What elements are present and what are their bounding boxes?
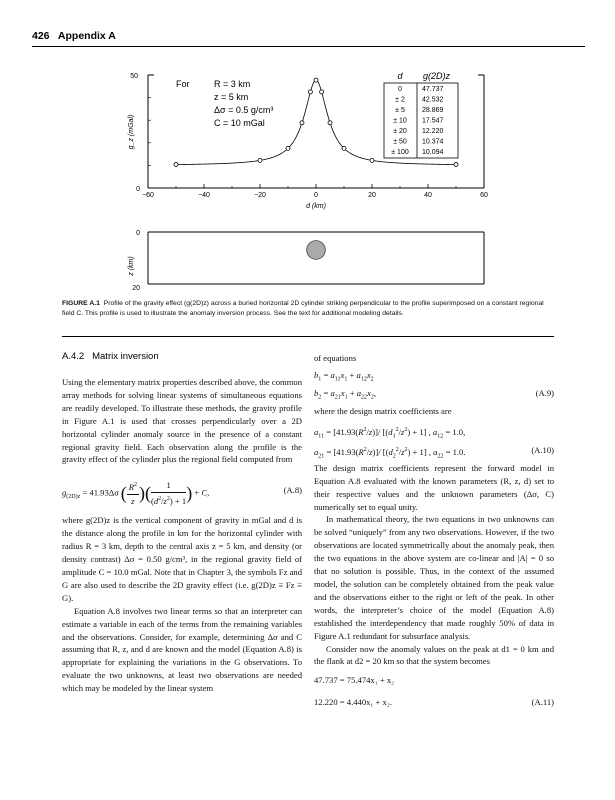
data-point [286,146,290,150]
running-title: Appendix A [57,30,116,42]
table-cell-g: 42.532 [422,96,444,104]
data-point [328,121,332,125]
cs-axis-label: z (km) [128,256,135,276]
y-tick-label: 50 [130,73,138,80]
x-tick-label: 0 [314,192,318,199]
table-cell-g: 28.869 [422,107,444,114]
table-cell-d: ± 100 [391,149,409,156]
section-heading [62,351,159,362]
section-title: Matrix inversion [92,351,159,362]
data-point [300,121,304,125]
x-tick-label: 20 [368,192,376,199]
page-number: 426 [32,30,50,42]
data-point [320,90,324,94]
figure-a1 [0,0,615,300]
cs-tick-label: 20 [132,285,140,292]
paragraph: where g(2D)z is the vertical component of gravity in mGal and d is the distance along the profile in km for the horizontal cylinder with radius R = 3 km, depth to the central axis z = 5 km, and density (or density contrast) Δσ = 0.50 g/cm³, in the regional gravity field of amplitude C = 10.0 mGal. Note that in Chapter 3, the symbols Fz and G are also used to describe the 2D gravity effect (i.e. g(2D)z ≡ Fz ≡ G). [62,515,302,603]
data-table [384,71,458,158]
data-point [370,158,374,162]
table-cell-d: ± 20 [393,128,407,135]
paragraph: where the design matrix coefficients are [314,405,452,416]
table-cell-g: 10.094 [422,149,444,156]
table-cell-g: 12.220 [422,128,444,135]
right-column [314,352,554,714]
paragraph: of equations [314,353,357,363]
table-cell-g: 17.547 [422,117,444,125]
table-cell-g: 47.737 [422,86,444,93]
x-axis-label: d (km) [306,203,326,210]
equation-number: (A.10) [531,444,554,455]
equation-line: 12.220 = 4.440x₁ + x₂. [314,697,392,708]
table-header-g: g(2D)z [423,71,451,81]
figure-label: FIGURE A.1 [62,300,100,307]
table-cell-d: ± 2 [395,96,405,104]
y-tick-label: 0 [136,186,140,193]
caption-rule [62,336,554,337]
figure-caption [62,299,554,319]
y-axis-label: g_z (mGal) [128,114,135,150]
param-density: Δσ = 0.5 g/cm³ [214,105,274,115]
data-point [342,146,346,150]
equation-a8: $g_{(2D)z} = 41.93\Delta\sigma$ ( $\frac{R^2}{z}$ )( $\frac{1}{(d^2/z^2) + 1}$ ) + C, (A.8) [62,480,302,507]
table-header-d: d [397,71,403,81]
equation-number: (A.11) [531,697,554,708]
cs-tick-label: 0 [136,230,140,237]
equation-line: 47.737 = 75.474x₁ + x₂ [314,675,395,686]
equation-a9: $b_1 = a_{11}x_1 + a_{12}x_2$ $b_2 = a_{21}x_1 + a_{22}x_2$, (A.9) [314,369,554,401]
caption-text: Profile of the gravity effect (g(2D)z) across a buried horizontal 2D cylinder striking perpendicular to the profile superimposed on a constant regional field C. This profile is used to illustrate the anomaly inversion process. See the text for additional modeling details. [62,300,544,317]
x-tick-label: −60 [142,192,154,199]
left-column [62,376,302,695]
data-point [454,163,458,167]
table-cell-g: 10.374 [422,138,444,146]
x-tick-label: −20 [254,192,266,199]
buried-cylinder [307,241,326,260]
section-number: A.4.2 [62,351,85,362]
equation-number: (A.8) [283,485,302,496]
data-point [174,163,178,167]
equation-a11 [314,674,554,714]
table-cell-d: 0 [398,86,402,93]
table-cell-d: ± 10 [393,117,407,125]
x-tick-label: 60 [480,192,488,199]
x-tick-label: 40 [424,192,432,199]
table-cell-d: ± 50 [393,138,407,146]
x-tick-label: −40 [198,192,210,199]
params-prefix: For [176,79,190,89]
param-depth: z = 5 km [214,92,249,102]
paragraph: Consider now the anomaly values on the peak at d1 = 0 km and the flank at d2 = 20 km so that the system becomes [314,643,554,667]
paragraph: Using the elementary matrix properties described above, the common array methods for solving linear systems of simultaneous equations are readily developed. To illustrate these methods, the gravity profile in Figure A.1 is used that crosses perpendicularly over a 2D horizontal cylinder anomaly source in the presence of a constant regional gravity field. Each observation along the profile is the gravity effect of the cylinder plus the regional field computed from [62,377,302,465]
paragraph: In mathematical theory, the two equations in two unknowns can be solved “uniquely” from any two observations. However, if the two observations are located symmetrically about the anomaly peak, then the two equations in the above system are co-linear and |A| = 0 so that no solution is possible. Thus, in the context of the assumed model, the solution can be completely obtained from the peak value and the observations either to the right or left of the peak. In other words, the interpreter’s choice of the model (Equation A.8) established the interdependency that made roughly 50% of data in Figure A.1 redundant for subsurface analysis. [314,514,554,641]
param-radius: R = 3 km [214,79,251,89]
data-point [308,90,312,94]
data-point [258,158,262,162]
param-regional: C = 10 mGal [214,118,265,128]
equation-a10: $a_{11} = [41.93(R^2/z)]/$ $[(d_1^2/z^2) + 1]$ , $a_{12} = 1.0$, $a_{21} = [41.93(R^2/z)]/$ $[(d_2^2/z^2) + 1]$ , $a_{22} = 1.0$. (A.10) [314,426,554,460]
equation-number: (A.9) [535,387,554,398]
paragraph: Equation A.8 involves two linear terms so that an interpreter can estimate a variable in each of the terms from the remaining variables and the observations. Consider, for example, determining Δσ and C assuming that R, z, and d are known and the model (Equation A.8) is appropriate for explaining the variations in the G observations. To evaluate the two unknowns, at least two observations are needed which may be modeled by the linear system [62,605,302,694]
paragraph: The design matrix coefficients represent the forward model in Equation A.8 evaluated with the known parameters (R, z, d) set to their respective values and the unknown parameters (Δσ, C) numerically set to equal unity. [314,462,554,512]
data-point [314,78,318,82]
table-cell-d: ± 5 [395,107,405,114]
